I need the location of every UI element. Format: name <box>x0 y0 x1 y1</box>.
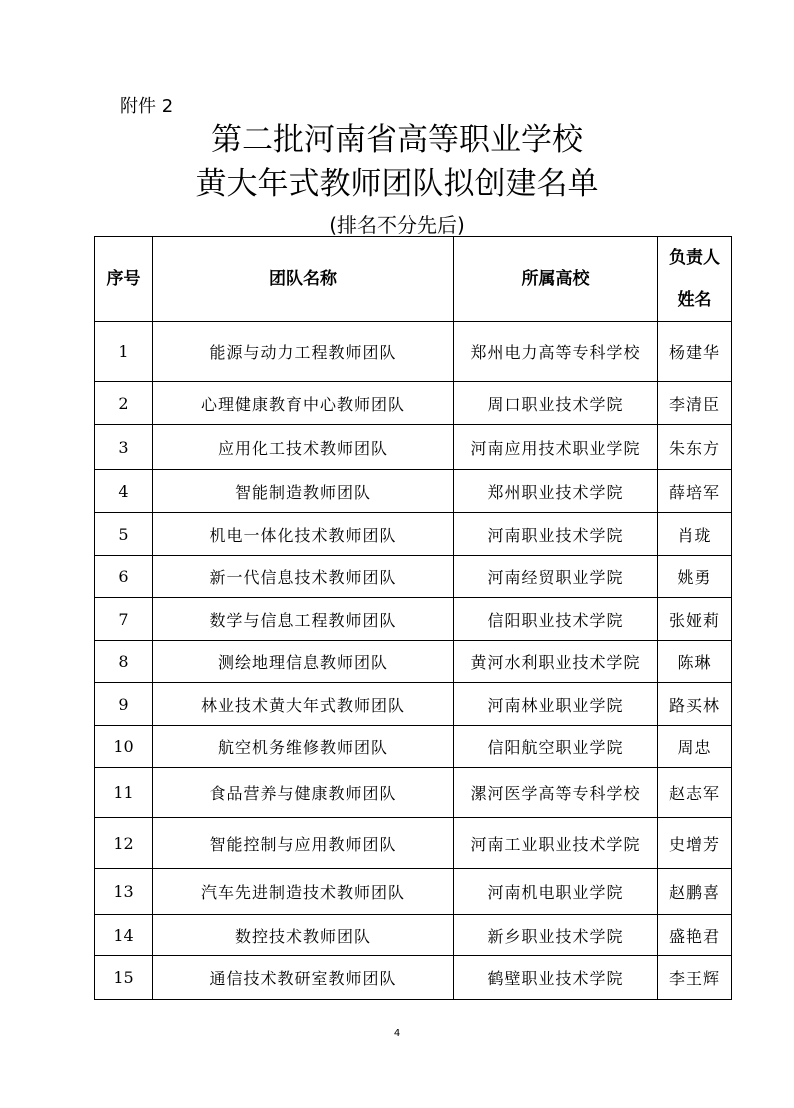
cell-team: 能源与动力工程教师团队 <box>153 322 454 382</box>
table-row <box>95 470 732 513</box>
cell-leader: 朱东方 <box>658 425 732 470</box>
cell-leader: 肖珑 <box>658 513 732 556</box>
cell-leader: 张娅莉 <box>658 598 732 641</box>
cell-index: 7 <box>95 598 153 641</box>
table-row <box>95 322 732 382</box>
table-row <box>95 641 732 683</box>
attachment-label: 附件 2 <box>120 96 174 117</box>
cell-team: 数学与信息工程教师团队 <box>153 598 454 641</box>
header-leader-line1: 负责人 <box>669 248 720 268</box>
cell-team: 机电一体化技术教师团队 <box>153 513 454 556</box>
cell-leader: 路买林 <box>658 683 732 726</box>
cell-index: 8 <box>95 641 153 683</box>
table-row <box>95 382 732 425</box>
cell-team: 食品营养与健康教师团队 <box>153 768 454 818</box>
cell-index: 12 <box>95 818 153 869</box>
table-row <box>95 915 732 956</box>
table-row <box>95 768 732 818</box>
cell-index: 4 <box>95 470 153 513</box>
cell-team: 林业技术黄大年式教师团队 <box>153 683 454 726</box>
cell-leader: 赵志军 <box>658 768 732 818</box>
cell-school: 郑州职业技术学院 <box>454 470 658 513</box>
cell-team: 通信技术教研室教师团队 <box>153 956 454 1000</box>
cell-team: 汽车先进制造技术教师团队 <box>153 869 454 915</box>
table-row <box>95 683 732 726</box>
cell-team: 新一代信息技术教师团队 <box>153 556 454 598</box>
cell-school: 河南职业技术学院 <box>454 513 658 556</box>
cell-leader: 周忠 <box>658 726 732 768</box>
cell-leader: 李清臣 <box>658 382 732 425</box>
cell-index: 1 <box>95 322 153 382</box>
cell-leader: 薛培军 <box>658 470 732 513</box>
cell-index: 11 <box>95 768 153 818</box>
table-header-row <box>95 237 732 322</box>
cell-school: 黄河水利职业技术学院 <box>454 641 658 683</box>
table-body <box>95 322 732 1000</box>
cell-team: 智能制造教师团队 <box>153 470 454 513</box>
cell-team: 心理健康教育中心教师团队 <box>153 382 454 425</box>
document-subtitle: (排名不分先后) <box>329 213 465 237</box>
cell-index: 6 <box>95 556 153 598</box>
team-list-table <box>94 236 732 1000</box>
cell-index: 14 <box>95 915 153 956</box>
cell-team: 航空机务维修教师团队 <box>153 726 454 768</box>
cell-index: 13 <box>95 869 153 915</box>
table-row <box>95 726 732 768</box>
table-row <box>95 956 732 1000</box>
cell-school: 信阳航空职业学院 <box>454 726 658 768</box>
table-row <box>95 818 732 869</box>
cell-leader: 盛艳君 <box>658 915 732 956</box>
cell-school: 郑州电力高等专科学校 <box>454 322 658 382</box>
cell-leader: 赵鹏喜 <box>658 869 732 915</box>
cell-leader: 李王辉 <box>658 956 732 1000</box>
cell-school: 漯河医学高等专科学校 <box>454 768 658 818</box>
cell-index: 2 <box>95 382 153 425</box>
cell-leader: 陈琳 <box>658 641 732 683</box>
cell-school: 新乡职业技术学院 <box>454 915 658 956</box>
cell-school: 河南工业职业技术学院 <box>454 818 658 869</box>
cell-school: 河南机电职业学院 <box>454 869 658 915</box>
header-leader-line2: 姓名 <box>677 290 712 310</box>
table-row <box>95 556 732 598</box>
page-number: 4 <box>393 1028 401 1039</box>
cell-index: 15 <box>95 956 153 1000</box>
header-leader <box>658 237 732 322</box>
cell-index: 9 <box>95 683 153 726</box>
table-row <box>95 869 732 915</box>
cell-team: 智能控制与应用教师团队 <box>153 818 454 869</box>
header-team: 团队名称 <box>153 237 454 322</box>
cell-school: 信阳职业技术学院 <box>454 598 658 641</box>
document-title-line1: 第二批河南省高等职业学校 <box>211 122 583 158</box>
cell-school: 鹤壁职业技术学院 <box>454 956 658 1000</box>
cell-leader: 杨建华 <box>658 322 732 382</box>
cell-index: 10 <box>95 726 153 768</box>
document-title-line2: 黄大年式教师团队拟创建名单 <box>195 166 599 202</box>
cell-leader: 史增芳 <box>658 818 732 869</box>
cell-school: 河南应用技术职业学院 <box>454 425 658 470</box>
header-school: 所属高校 <box>454 237 658 322</box>
cell-leader: 姚勇 <box>658 556 732 598</box>
table-row <box>95 598 732 641</box>
cell-team: 测绘地理信息教师团队 <box>153 641 454 683</box>
cell-school: 河南经贸职业学院 <box>454 556 658 598</box>
cell-school: 河南林业职业学院 <box>454 683 658 726</box>
cell-index: 5 <box>95 513 153 556</box>
header-index: 序号 <box>95 237 153 322</box>
cell-school: 周口职业技术学院 <box>454 382 658 425</box>
cell-team: 数控技术教师团队 <box>153 915 454 956</box>
table-row <box>95 425 732 470</box>
table-row <box>95 513 732 556</box>
cell-index: 3 <box>95 425 153 470</box>
cell-team: 应用化工技术教师团队 <box>153 425 454 470</box>
